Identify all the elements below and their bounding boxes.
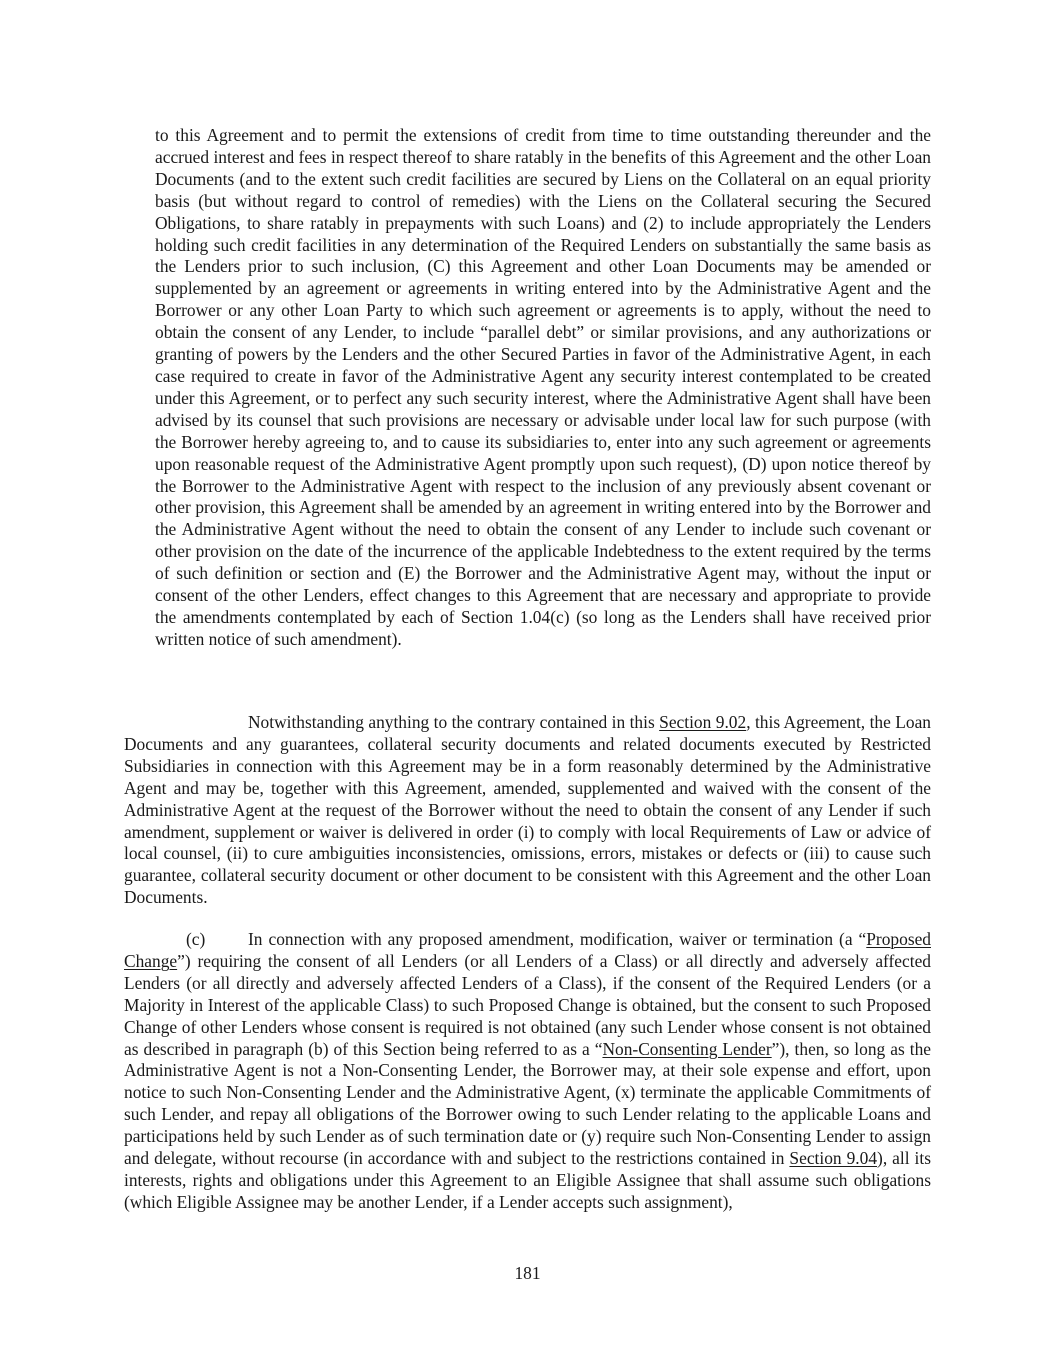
paragraph-3-text-4: ), all its interests, rights and obligations under this Agreement to an Eligible Assignee that shall assume such obligations (which Eligible Assignee may be another Lender, if a Lender accepts such assignment), (124, 1148, 931, 1212)
defined-term-proposed-change: Proposed Change (124, 929, 931, 971)
paragraph-3-text-3: ”), then, so long as the Administrative Agent is not a Non-Consenting Lender, the Borrower may, at their sole expense and effort, upon notice to such Non-Consenting Lender and the Administrative Agent, (x) terminate the applicable Commitments of such Lender, and repay all obligations of the Borrower owing to such Lender relating to the applicable Loans and participations held by such Lender as of such termination date or (y) require such Non-Consenting Lender to assign and delegate, without recourse (in accordance with and subject to the restrictions contained in (124, 1038, 931, 1169)
section-9-02-reference: Section 9.02 (659, 712, 747, 732)
defined-term-non-consenting-lender: Non-Consenting Lender (602, 1038, 772, 1059)
paragraph-3-text-2: ”) requiring the consent of all Lenders (or all Lenders of a Class) or all directly and adversely affected Lenders (or all directly and adversely affected Lenders of a Class), if the consent of the Required Lenders (or a Majority in Interest of the applicable Class) to such Proposed Change is obtained, but the consent to such Proposed Change of other Lenders whose consent is required is not obtained (any such Lender whose consent is not obtained as described in paragraph (b) of this Section being referred to as a “ (124, 950, 931, 1059)
clause-label: (c) (186, 929, 206, 949)
paragraph-1-text: to this Agreement and to permit the extensions of credit from time to time outstanding thereunder and the accrued interest and fees in respect thereof to share ratably in the benefits of this Agreement and the other Loan Documents (and to the extent such credit facilities are secured by Liens on the Collateral on an equal priority basis (but without regard to control of remedies) with the Liens on the Collateral securing the Secured Obligations, to share ratably in prepayments with such Loans) and (2) to include appropriately the Lenders holding such credit facilities in any determination of the Required Lenders on substantially the same basis as the Lenders prior to such inclusion, (C) this Agreement and other Loan Documents may be amended or supplemented by an agreement or agreements in writing entered into by the Administrative Agent and the Borrower or any other Loan Party to which such agreement or agreements is to apply, without the need to obtain the consent of any Lender, to include “parallel debt” or similar provisions, and any authorizations or granting of powers by the Lenders and the other Secured Parties in favor of the Administrative Agent, in each case required to create in favor of the Administrative Agent any security interest contemplated to be created under this Agreement, or to perfect any such security interest, where the Administrative Agent shall have been advised by its counsel that such provisions are necessary or advisable under local law for such purpose (with the Borrower hereby agreeing to, and to cause its subsidiaries to, enter into any such agreement or agreements upon reasonable request of the Administrative Agent promptly upon such request), (D) upon notice thereof by the Borrower to the Administrative Agent with respect to the inclusion of any previously absent covenant or other provision, this Agreement shall be amended by an agreement in writing entered into by the Borrower and the Administrative Agent without the need to obtain the consent of any Lender to include such covenant or other provision on the date of the incurrence of the applicable Indebtedness to the extent required by the terms of such definition or section and (E) the Borrower and the Administrative Agent may, without the input or consent of the other Lenders, effect changes to this Agreement that are necessary and appropriate to provide the amendments contemplated by each of Section 1.04(c) (so long as the Lenders shall have received prior written notice of such amendment). (155, 125, 931, 649)
paragraph-2-text-after: , this Agreement, the Loan Documents and any guarantees, collateral security documents and related documents executed by Restricted Subsidiaries in connection with this Agreement may be in a form reasonably determined by the Administrative Agent and may be, together with this Agreement, amended, supplemented and waived with the consent of the Administrative Agent at the request of the Borrower without the need to obtain the consent of any Lender if such amendment, supplement or waiver is delivered in order (i) to comply with local Requirements of Law or advice of local counsel, (ii) to cure ambiguities inconsistencies, omissions, errors, mistakes or defects or (iii) to cause such guarantee, collateral security document or other document to be consistent with this Agreement and the other Loan Documents. (124, 712, 931, 908)
paragraph-c (124, 929, 931, 1214)
paragraph-3-text-1: In connection with any proposed amendment, modification, waiver or termination (a “ (248, 929, 867, 949)
section-9-04-reference: Section 9.04 (789, 1148, 878, 1169)
paragraph-notwithstanding (124, 712, 931, 909)
paragraph-continuation (155, 125, 931, 651)
paragraph-2-text-before: Notwithstanding anything to the contrary contained in this (248, 712, 660, 732)
page-number: 181 (514, 1263, 541, 1283)
